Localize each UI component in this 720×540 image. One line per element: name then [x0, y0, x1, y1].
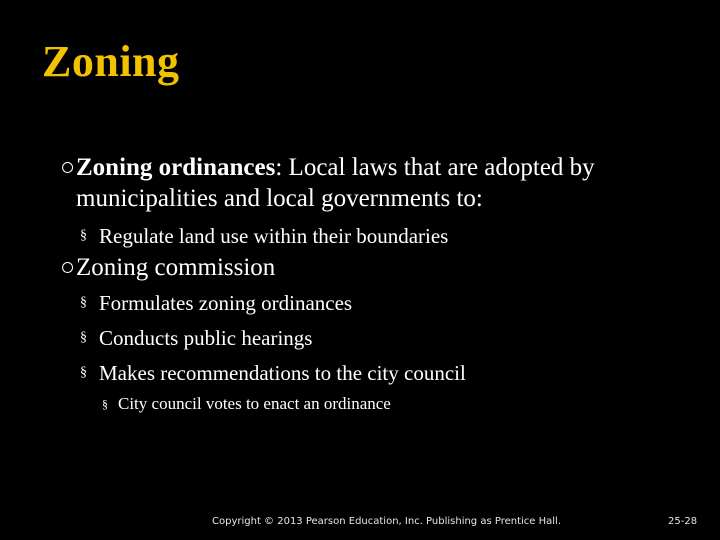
section-bullet-icon: §: [102, 397, 108, 411]
section-bullet-icon: §: [80, 330, 87, 345]
section-bullet-icon: §: [80, 365, 87, 380]
sub-bullet-text: Makes recommendations to the city council: [99, 361, 466, 385]
section-bullet-icon: §: [80, 295, 87, 310]
hollow-circle-bullet-icon: ○: [60, 154, 76, 181]
sub-bullet-formulates: [80, 290, 352, 316]
section-bullet-icon: §: [80, 228, 87, 243]
sub-bullet-text: Regulate land use within their boundaries: [99, 224, 449, 248]
sub-bullet-makes: [80, 360, 466, 386]
hollow-circle-bullet-icon: ○: [60, 254, 76, 281]
bullet-zoning-ordinances: [60, 152, 700, 214]
title-band: [0, 0, 720, 112]
sub-bullet-conducts: [80, 325, 312, 351]
bold-term: Zoning ordinances: [76, 154, 276, 181]
slide-title: Zoning: [42, 37, 180, 86]
bullet-zoning-commission: [60, 252, 700, 283]
footer-copyright: Copyright © 2013 Pearson Education, Inc. Publishing as Prentice Hall.: [212, 516, 561, 527]
sub-bullet-text: Formulates zoning ordinances: [99, 291, 353, 315]
definition: : Local laws that are adopted by municipalities and local governments to:: [76, 154, 595, 212]
bullet-text: [60, 152, 700, 214]
subsub-bullet-votes: [102, 393, 391, 415]
bullet-text: Zoning commission: [76, 254, 276, 281]
sub-bullet-regulate: [80, 223, 448, 249]
subsub-bullet-text: City council votes to enact an ordinance: [118, 394, 391, 413]
footer-page-number: 25-28: [668, 516, 698, 527]
sub-bullet-text: Conducts public hearings: [99, 326, 313, 350]
